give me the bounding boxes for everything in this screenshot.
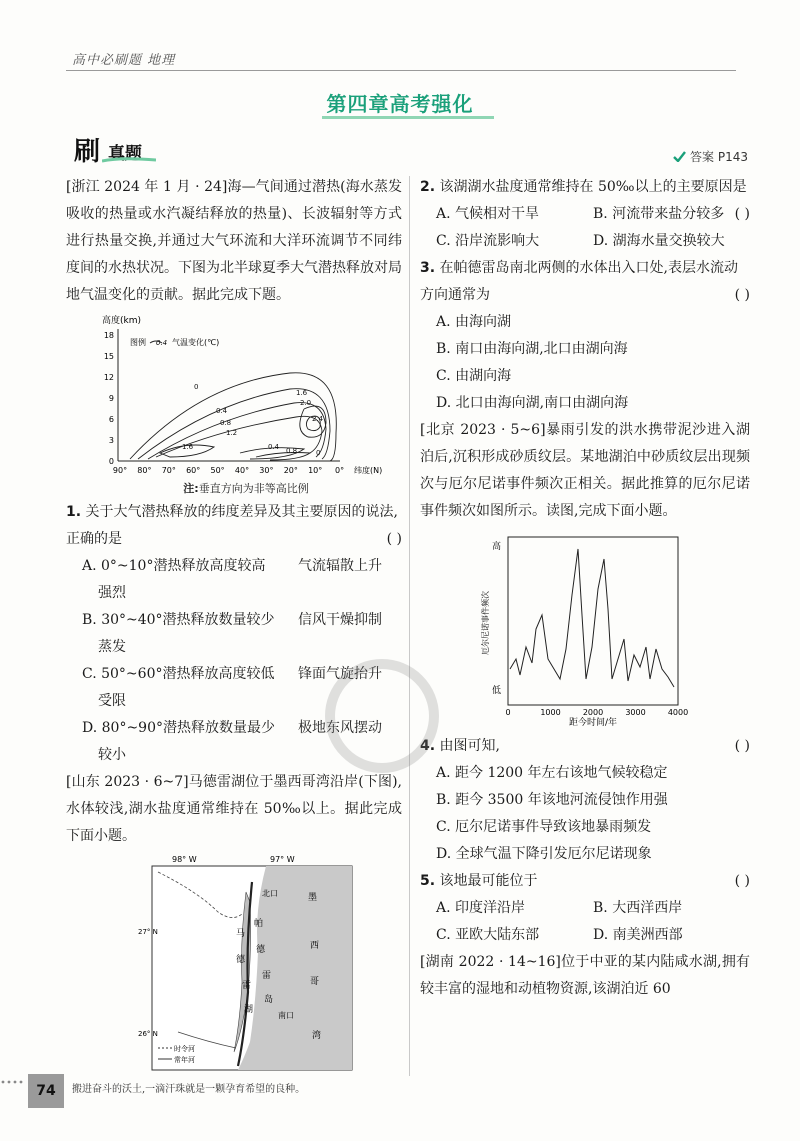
x-tick-label: 3000 — [625, 708, 646, 717]
y-tick-label: 18 — [103, 331, 114, 340]
answer-blank[interactable]: ( ) — [734, 873, 750, 889]
y-tick-label: 15 — [103, 352, 114, 361]
label-1.2: 1.2 — [226, 429, 238, 437]
note-label: 注: — [183, 482, 199, 495]
figure-note — [90, 481, 402, 497]
brand-subtitle: 真题 — [108, 144, 142, 164]
option-d[interactable]: D. 南美洲西部 — [593, 927, 683, 943]
passage-hunan — [420, 949, 750, 1003]
option-a[interactable]: A. 印度洋沿岸 — [436, 900, 526, 916]
label-1.6: 1.6 — [296, 389, 308, 397]
x-tick-label: 90° — [112, 466, 128, 475]
option-c-tail: 受限 — [98, 693, 126, 709]
option-d[interactable]: D. 全球气温下降引发厄尔尼诺现象 — [436, 846, 652, 862]
x-axis-label: 纬度(N) — [354, 466, 383, 475]
option-a[interactable]: A. 距今 1200 年左右该地气候较稳定 — [436, 765, 668, 781]
passage-text: 位于中亚的某内陆咸水湖,拥有较丰富的湿地和动植物资源,该湖泊近 60 — [420, 954, 751, 997]
x-tick-label: 80° — [137, 466, 152, 475]
x-tick-label: 2000 — [582, 708, 604, 717]
page-number: 74 — [28, 1074, 64, 1108]
lake-map-figure — [138, 852, 402, 1074]
contour-labels — [182, 383, 324, 457]
lake-char-3: 雷 — [242, 981, 252, 991]
x-axis-label: 距今时间/年 — [568, 718, 618, 728]
lake-char-4: 湖 — [244, 1005, 254, 1015]
answer-blank[interactable]: ( ) — [734, 738, 750, 754]
question-stem: 关于大气潜热释放的纬度差异及其主要原因的说法,正确的是 — [66, 504, 398, 547]
option-c[interactable]: C. 厄尔尼诺事件导致该地暴雨频发 — [436, 819, 652, 835]
x-tick-label: 4000 — [667, 708, 688, 717]
contour-figure — [90, 313, 402, 497]
q2-options-row-1 — [420, 201, 750, 228]
y-low-label: 低 — [492, 686, 502, 696]
x-ticks — [113, 466, 344, 475]
gulf-char-4: 湾 — [312, 1031, 322, 1041]
passage-shandong — [66, 769, 402, 850]
brush-swash-icon — [102, 157, 156, 163]
lat-label-top: 27° N — [138, 928, 158, 936]
question-number: 2. — [420, 179, 436, 195]
passage-text: 海—气间通过潜热(海水蒸发吸收的热量或水汽凝结释放的热量)、长波辐射等方式进行热量交换,并通过大气环流和大洋环流调节不同纬度间的水热状况。下图为北半球夏季大气潜热释放对局地气温变化的贡献。据此完成下题。 — [66, 179, 402, 303]
chapter-underline — [322, 116, 494, 119]
plot-frame — [508, 537, 678, 705]
option-c[interactable]: C. 沿岸流影响大 — [436, 233, 540, 249]
island-char-2: 德 — [256, 945, 266, 955]
y-tick-label: 6 — [108, 415, 114, 424]
y-axis-label: 厄尔尼诺事件频次 — [481, 591, 490, 655]
question-number: 4. — [420, 738, 436, 754]
header-rule — [66, 70, 736, 71]
lake-char-2: 德 — [236, 955, 246, 965]
question-number: 5. — [420, 873, 436, 889]
lon-label-e: 97° W — [270, 855, 295, 864]
question-5 — [420, 868, 750, 895]
gulf-char-3: 哥 — [310, 977, 320, 987]
q5-options-row-1 — [420, 895, 750, 922]
x-tick-label: 70° — [161, 466, 176, 475]
island-char-4: 岛 — [264, 995, 274, 1005]
q2-options-row-2 — [420, 228, 750, 255]
label-0.4-low: 0.4 — [268, 443, 280, 451]
option-d[interactable]: D. 80°~90°潜热释放数量最少 极地东风摆动 — [82, 720, 382, 736]
answer-blank[interactable]: ( ) — [734, 206, 750, 222]
brand-char: 刷 — [74, 137, 101, 167]
label-0-low: 0 — [316, 449, 321, 457]
source-tag: [浙江 2024 年 1 月 · 24] — [66, 179, 228, 195]
label-1.6-low: 1.6 — [182, 443, 194, 451]
label-0.8: 0.8 — [220, 419, 232, 427]
option-a-tail: 强烈 — [98, 585, 126, 601]
right-column — [420, 174, 750, 1003]
contour-0-outer — [130, 373, 336, 461]
island-char-1: 帕 — [254, 919, 264, 929]
legend-title: 图例 — [130, 338, 146, 347]
x-tick-label: 20° — [283, 466, 298, 475]
label-0.8-low: 0.8 — [286, 447, 298, 455]
option-b[interactable]: B. 距今 3500 年该地河流侵蚀作用强 — [436, 792, 668, 808]
question-number: 3. — [420, 260, 436, 276]
source-tag: [山东 2023 · 6~7] — [66, 774, 189, 790]
option-a[interactable]: A. 0°~10°潜热释放高度较高 气流辐散上升 — [82, 558, 382, 574]
y-tick-label: 9 — [108, 394, 114, 403]
question-1 — [66, 499, 402, 553]
x-tick-label: 0° — [335, 466, 345, 475]
legend-perennial: 常年河 — [174, 1056, 195, 1064]
question-stem: 在帕德雷岛南北两侧的水体出入口处,表层水流动方向通常为 — [420, 260, 738, 303]
option-a[interactable]: A. 气候相对干旱 — [436, 206, 540, 222]
enso-chart — [478, 529, 688, 729]
y-tick-label: 0 — [108, 457, 114, 466]
passage-beijing — [420, 417, 750, 525]
passage-text: 暴雨引发的洪水携带泥沙进入湖泊后,沉积形成砂质纹层。某地湖泊中砂质纹层出现频次与厄尔尼诺事件频次正相关。据此推算的厄尔尼诺事件频次如图所示。读图,完成下面小题。 — [420, 422, 750, 519]
label-0: 0 — [194, 383, 199, 391]
island-char-3: 雷 — [262, 971, 272, 981]
south-mouth-label: 南口 — [278, 1011, 294, 1020]
answer-blank[interactable]: ( ) — [386, 531, 402, 547]
question-3 — [420, 255, 750, 309]
answer-reference — [673, 148, 748, 165]
passage-zhejiang — [66, 174, 402, 309]
option-c[interactable]: C. 由湖向海 — [436, 368, 512, 384]
contour-lines — [130, 373, 336, 461]
option-b[interactable]: B. 南口由海向湖,北口由湖向海 — [436, 341, 628, 357]
gulf-char-1: 墨 — [308, 893, 318, 903]
y-axis-label: 高度(km) — [102, 316, 142, 326]
label-2.0: 2.0 — [300, 399, 312, 407]
running-header: 高中必刷题 地理 — [72, 53, 176, 68]
column-divider — [409, 176, 410, 1076]
legend-seasonal: 时令河 — [174, 1045, 195, 1053]
x-tick-label: 40° — [234, 466, 250, 475]
enso-figure — [478, 529, 750, 729]
q5-options-row-2 — [420, 922, 750, 949]
question-stem: 该地最可能位于 — [439, 873, 538, 889]
option-b[interactable]: B. 30°~40°潜热释放数量较少 信风干燥抑制 — [82, 612, 382, 628]
note-text: 垂直方向为非等高比例 — [198, 482, 309, 495]
north-mouth-label: 北口 — [262, 889, 278, 898]
label-2.4: 2.4 — [312, 415, 324, 423]
option-b-tail: 蒸发 — [98, 639, 126, 655]
option-d[interactable]: D. 湖海水量交换较大 — [593, 233, 725, 249]
x-tick-label: 50° — [210, 466, 225, 475]
y-tick-label: 3 — [108, 436, 114, 445]
x-tick-label: 60° — [186, 466, 201, 475]
option-d-tail: 较小 — [98, 747, 126, 763]
lon-label-w: 98° W — [172, 855, 197, 864]
option-b[interactable]: B. 大西洋西岸 — [593, 900, 683, 916]
x-tick-label: 10° — [308, 466, 323, 475]
lake-map — [138, 852, 356, 1074]
option-c[interactable]: C. 亚欧大陆东部 — [436, 927, 540, 943]
x-tick-label: 1000 — [540, 708, 561, 717]
legend-sample: 0.4 — [156, 339, 168, 347]
lake-char-1: 马 — [236, 929, 246, 939]
x-tick-label: 0 — [505, 708, 511, 717]
option-c[interactable]: C. 50°~60°潜热释放高度较低 锋面气旋抬升 — [82, 666, 382, 682]
label-0.4: 0.4 — [216, 407, 228, 415]
enso-series — [510, 549, 674, 687]
question-stem: 由图可知, — [439, 738, 500, 754]
legend-text: 气温变化(℃) — [172, 338, 220, 347]
chapter-title: 第四章高考强化 — [326, 92, 474, 116]
question-4 — [420, 733, 750, 760]
option-b[interactable]: B. 河流带来盐分较多 — [593, 206, 725, 222]
contour-chart — [90, 313, 390, 481]
check-icon — [673, 151, 686, 162]
x-ticks — [505, 708, 688, 717]
question-stem: 该湖湖水盐度通常维持在 50‰以上的主要原因是 — [439, 179, 747, 195]
x-tick-label: 30° — [259, 466, 274, 475]
answer-page: 答案 P143 — [690, 150, 748, 164]
source-tag: [北京 2023 · 5~6] — [420, 422, 546, 438]
gulf-char-2: 西 — [310, 941, 320, 951]
option-d[interactable]: D. 北口由海向湖,南口由湖向海 — [436, 395, 629, 411]
option-a[interactable]: A. 由海向湖 — [436, 314, 512, 330]
source-tag: [湖南 2022 · 14~16] — [420, 954, 561, 970]
section-brand — [72, 131, 158, 165]
left-column — [66, 174, 402, 1074]
y-ticks — [104, 331, 114, 466]
lat-label-bot: 26° N — [138, 1030, 158, 1038]
q1-options — [66, 553, 402, 769]
footer-motto: 搬进奋斗的沃土,一滴汗珠就是一颗孕育希望的良种。 — [72, 1084, 306, 1095]
question-number: 1. — [66, 504, 82, 520]
answer-blank[interactable]: ( ) — [734, 287, 750, 303]
passage-text: 马德雷湖位于墨西哥湾沿岸(下图),水体较浅,湖水盐度通常维持在 50‰以上。据此完成下面小题。 — [66, 774, 402, 844]
y-tick-label: 12 — [103, 373, 114, 382]
y-high-label: 高 — [492, 542, 502, 552]
